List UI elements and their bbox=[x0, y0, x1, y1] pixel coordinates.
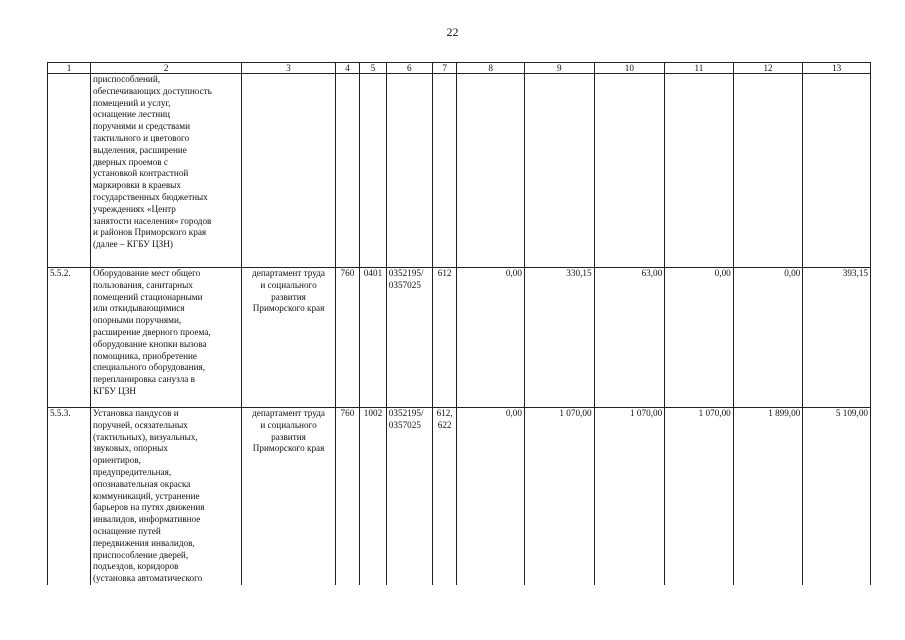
row-description: приспособлений, обеспечивающих доступность помещений и услуг, оснащение лестниц поручнями и средствами тактильного и цветового выделения, расширение дверных проемов с установкой контрастной маркировки в краевых государственных бюджетных учреждениях «Центр занятости населения» городов и районов Приморского края (далее – КГБУ ЦЗН) bbox=[90, 74, 241, 268]
column-header: 10 bbox=[594, 63, 665, 74]
row-cell: 0,00 bbox=[665, 268, 734, 408]
row-cell: 5 109,00 bbox=[803, 408, 871, 585]
table-row bbox=[48, 268, 871, 408]
column-header: 5 bbox=[360, 63, 387, 74]
row-number: 5.5.2. bbox=[48, 268, 91, 408]
row-cell: 0,00 bbox=[733, 268, 803, 408]
column-header: 6 bbox=[386, 63, 432, 74]
row-cell: 0401 bbox=[360, 268, 387, 408]
row-cell: 760 bbox=[335, 268, 360, 408]
row-cell: 330,15 bbox=[524, 268, 594, 408]
column-header: 3 bbox=[242, 63, 335, 74]
column-header: 4 bbox=[335, 63, 360, 74]
row-cell bbox=[335, 74, 360, 268]
row-cell bbox=[524, 74, 594, 268]
row-description: Оборудование мест общего пользования, санитарных помещений стационарными или откидывающимися опорными поручнями, расширение дверного проема, оборудование кнопки вызова помощника, приобретение специального оборудования, перепланировка санузла в КГБУ ЦЗН bbox=[90, 268, 241, 408]
row-department: департамент труда и социального развития Приморского края bbox=[242, 408, 335, 585]
column-header: 8 bbox=[457, 63, 525, 74]
row-cell: 612 bbox=[432, 268, 457, 408]
column-header: 13 bbox=[803, 63, 871, 74]
row-department: департамент труда и социального развития Приморского края bbox=[242, 268, 335, 408]
row-cell: 393,15 bbox=[803, 268, 871, 408]
row-cell bbox=[803, 74, 871, 268]
row-cell: 63,00 bbox=[594, 268, 665, 408]
row-cell: 1 070,00 bbox=[665, 408, 734, 585]
row-cell: 1 070,00 bbox=[524, 408, 594, 585]
row-cell bbox=[360, 74, 387, 268]
row-number bbox=[48, 74, 91, 268]
row-number: 5.5.3. bbox=[48, 408, 91, 585]
row-department bbox=[242, 74, 335, 268]
program-table bbox=[47, 62, 871, 585]
column-header: 12 bbox=[733, 63, 803, 74]
row-cell: 1002 bbox=[360, 408, 387, 585]
column-number-row bbox=[48, 63, 871, 74]
row-cell: 0,00 bbox=[457, 408, 525, 585]
row-cell: 612, 622 bbox=[432, 408, 457, 585]
row-cell: 1 899,00 bbox=[733, 408, 803, 585]
row-cell bbox=[733, 74, 803, 268]
column-header: 1 bbox=[48, 63, 91, 74]
table-row bbox=[48, 408, 871, 585]
table-row bbox=[48, 74, 871, 268]
column-header: 2 bbox=[90, 63, 241, 74]
row-cell bbox=[457, 74, 525, 268]
row-cell bbox=[594, 74, 665, 268]
column-header: 9 bbox=[524, 63, 594, 74]
row-cell: 0352195/ 0357025 bbox=[386, 408, 432, 585]
row-cell: 1 070,00 bbox=[594, 408, 665, 585]
row-cell: 760 bbox=[335, 408, 360, 585]
page-number: 22 bbox=[446, 25, 459, 39]
row-cell: 0,00 bbox=[457, 268, 525, 408]
row-cell bbox=[386, 74, 432, 268]
row-cell bbox=[665, 74, 734, 268]
row-description: Установка пандусов и поручней, осязательных (тактильных), визуальных, звуковых, опорных ориентиров, предупредительная, опознавательная окраска коммуникаций, устранение барьеров на путях движения инвалидов, информативное оснащение путей передвижения инвалидов, приспособление дверей, подъездов, коридоров (установка автоматического bbox=[90, 408, 241, 585]
column-header: 11 bbox=[665, 63, 734, 74]
row-cell bbox=[432, 74, 457, 268]
column-header: 7 bbox=[432, 63, 457, 74]
row-cell: 0352195/ 0357025 bbox=[386, 268, 432, 408]
